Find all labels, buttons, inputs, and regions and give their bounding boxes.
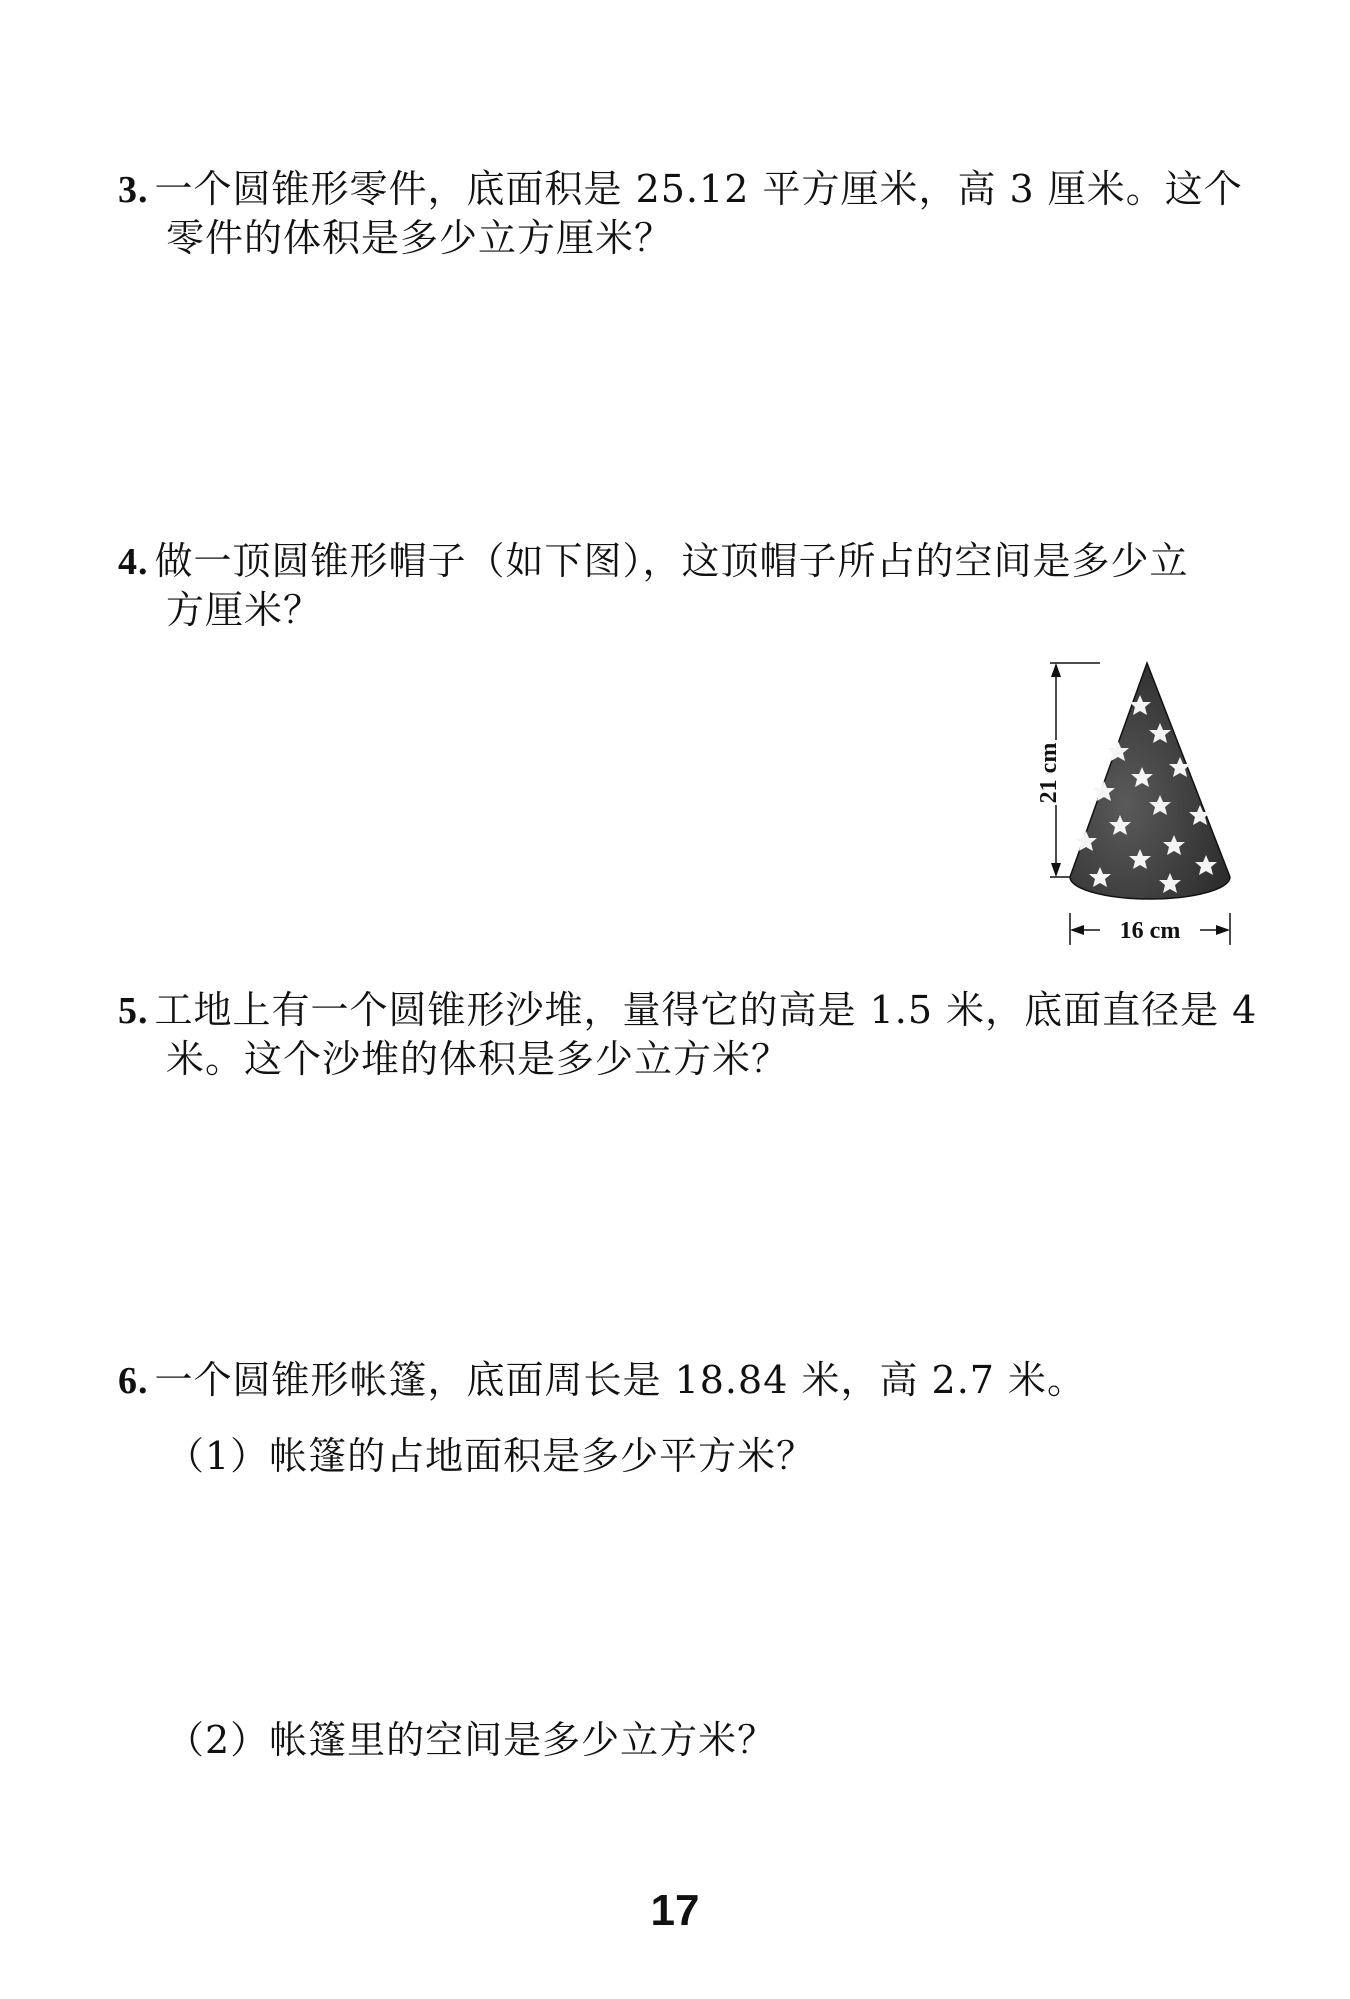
problem-text: 方厘米？ [166,588,323,632]
problem-number: 4. [118,541,149,583]
problem-text: 一个圆锥形零件，底面积是 25.12 平方厘米，高 3 厘米。这个 [154,167,1243,211]
problem-number: 5. [118,990,149,1032]
problem-text: 米。这个沙堆的体积是多少立方米？ [166,1037,791,1081]
problem-text: 一个圆锥形帐篷，底面周长是 18.84 米，高 2.7 米。 [154,1358,1087,1402]
problem-text: 零件的体积是多少立方厘米？ [166,216,674,260]
page-number: 17 [650,1886,700,1935]
problem-5 [118,986,1258,1083]
problem-3 [118,165,1243,262]
problem-number: 6. [118,1360,149,1402]
problem-text: 工地上有一个圆锥形沙堆，量得它的高是 1.5 米，底面直径是 4 [154,988,1258,1032]
problem-4 [118,537,1238,634]
problem-text: 做一顶圆锥形帽子（如下图），这顶帽子所占的空间是多少立 [154,539,1189,583]
cone-hat-figure [1020,655,1260,955]
problem-number: 3. [118,169,149,211]
subquestion-2: （2）帐篷里的空间是多少立方米？ [166,1718,777,1762]
height-label: 21 cm [1036,742,1062,804]
problem-6 [118,1356,1238,1405]
subquestion-1: （1）帐篷的占地面积是多少平方米？ [166,1434,816,1478]
diameter-label: 16 cm [1119,918,1181,944]
